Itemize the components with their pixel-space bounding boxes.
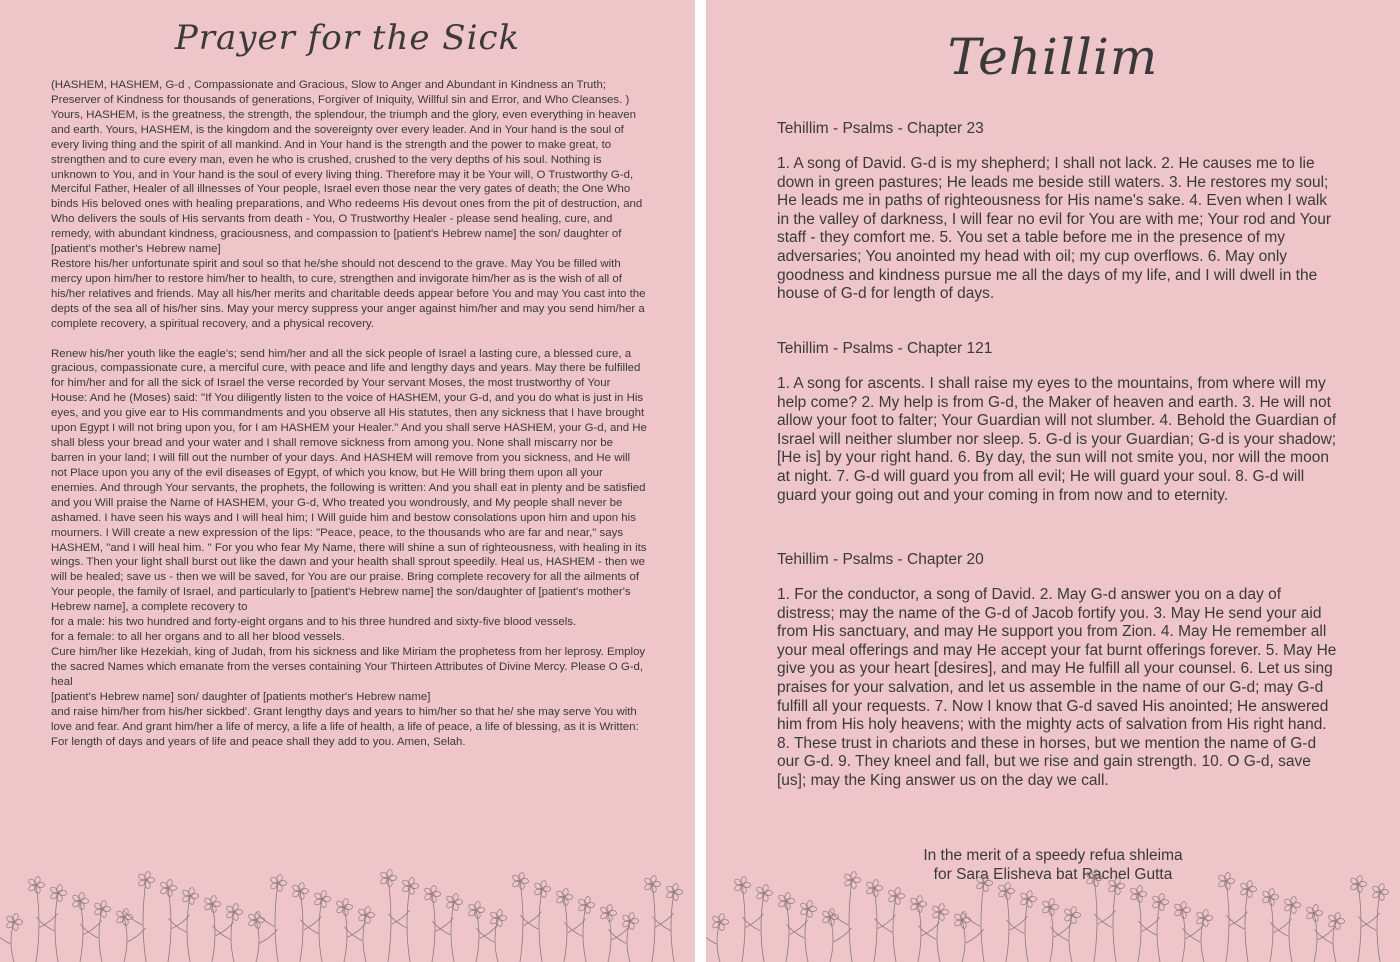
chapter-20-section: [777, 550, 1337, 791]
flower-icon: [821, 908, 851, 962]
flower-icon: [379, 869, 409, 962]
flower-icon: [1173, 901, 1203, 962]
flower-icon: [874, 887, 904, 962]
prayer-paragraph: for a female: to all her organs and to all her blood vessels.: [51, 631, 345, 644]
flower-icon: [1270, 896, 1300, 962]
flower-icon: [777, 892, 807, 962]
flower-icon: [344, 906, 374, 962]
flower-icon: [643, 875, 673, 962]
flower-icon: [1050, 906, 1080, 962]
floral-border-left: [0, 867, 695, 962]
flower-icon: [1217, 872, 1247, 962]
flower-icon: [212, 903, 242, 962]
flower-icon: [865, 879, 895, 962]
flower-icon: [124, 871, 154, 962]
flower-icon: [1085, 869, 1115, 962]
flower-icon: [0, 913, 23, 962]
chapter-text: 1. A song of David. G-d is my shepherd; I shall not lack. 2. He causes me to lie down in green pastures; He leads me beside still waters. 3. He restores my soul; He leads me in paths of righteousness for His name's sake. 4. Even when I walk in the valley of darkness, I will fear no evil for You are with me; Your rod and Your staff - they comfort me. 5. You set a table before me in the presence of my adversaries; You anointed my head with oil; my cup overflows. 6. May only goodness and kindness pursue me all the days of my life, and I will dwell in the house of G-d for length of days.: [777, 155, 1332, 303]
flower-icon: [27, 876, 57, 962]
flower-icon: [1358, 883, 1388, 962]
prayer-paragraph: Yours, HASHEM, is the greatness, the strength, the splendour, the triumph and the glory, even everything in heaven and earth. Yours, HASHEM, is the kingdom and the sovereignty over every leader. And in Your hand is the soul of every living thing and the spirit of all mankind. And in Your hand is the strength and the power to make great, to strengthen and to cure every man, even he who is crushed, crushed to the very depths of his soul. Nothing is unknown to You, and in Your hand is the soul of every living thing. Therefore may it be Your will, O Trustworthy G-d, Merciful Father, Healer of all illnesses of Your people, Israel even those near the very gates of death; the One Who binds His beloved ones with healing preparations, and Who redeems His devout ones from the pit of destruction, and Who delivers the souls of His servants from death - You, O Trustworthy Healer - please send healing, cure, and remedy, with abundant kindness, graciousness, and compassion to [patient's Hebrew name] the son/ daughter of [patient's mother's Hebrew name]: [51, 108, 643, 256]
tehillim-page: [706, 0, 1400, 962]
prayer-paragraph: [patient's Hebrew name] son/ daughter of [patients mother's Hebrew name]: [51, 690, 431, 703]
flower-icon: [1041, 898, 1071, 962]
tehillim-title: Tehillim: [947, 28, 1159, 86]
prayer-paragraph: for a male: his two hundred and forty-eight organs and to his three hundred and sixty-five blood vessels.: [51, 616, 577, 629]
flower-icon: [918, 903, 948, 962]
flower-icon: [467, 901, 497, 962]
flower-icon: [388, 877, 418, 962]
prayer-paragraph: Restore his/her unfortunate spirit and soul so that he/she should not descend to the grave. May You be filled with mercy upon him/her to restore him/her to health, to cure, strengthen and invigorate him/her as is the wish of all of his/her relatives and friends. May all his/her merits and charitable deeds appear before You and may You cast into the depts of the sea all of his/her sins. May your mercy suppress your anger against him/her and may you send him/her a complete recovery, a spiritual recovery, and a physical recovery.: [51, 258, 646, 330]
prayer-page: [0, 0, 695, 962]
flower-icon: [203, 895, 233, 962]
flower-icon: [1129, 885, 1159, 962]
chapter-heading: Tehillim - Psalms - Chapter 23: [777, 120, 984, 137]
flower-icon: [1226, 880, 1256, 962]
prayer-paragraph: Cure him/her like Hezekiah, king of Judah, from his sickness and like Miriam the prophetess from her leprosy. Employ the sacred Names which emanate from the verses containing Your Thirteen Attributes of Divine Mercy. Please O G-d, heal: [51, 646, 646, 688]
flower-icon: [1305, 904, 1335, 962]
flower-icon: [1138, 893, 1168, 962]
flower-icon: [786, 900, 816, 962]
flower-icon: [520, 880, 550, 962]
flower-icon: [599, 904, 629, 962]
flower-icon: [476, 909, 506, 962]
flower-icon: [1349, 875, 1379, 962]
flower-icon: [335, 898, 365, 962]
flower-icon: [830, 871, 860, 962]
dedication-line: In the merit of a speedy refua shleima: [923, 847, 1183, 864]
flower-icon: [1094, 877, 1124, 962]
paragraph-spacer: [51, 332, 649, 347]
flower-icon: [159, 879, 189, 962]
flower-icon: [706, 913, 729, 962]
flower-icon: [742, 884, 772, 962]
flower-icon: [168, 887, 198, 962]
flower-icon: [652, 883, 682, 962]
prayer-title: Prayer for the Sick: [174, 18, 521, 58]
chapter-121-section: [777, 339, 1337, 505]
flower-icon: [423, 885, 453, 962]
flower-icon: [997, 882, 1027, 962]
flower-icon: [432, 893, 462, 962]
floral-border-right: [706, 867, 1400, 962]
flower-icon: [1006, 890, 1036, 962]
flower-icon: [1314, 912, 1344, 962]
flower-icon: [511, 872, 541, 962]
dedication-line: for Sara Elisheva bat Rachel Gutta: [933, 866, 1173, 883]
chapter-text: 1. For the conductor, a song of David. 2. May G-d answer you on a day of distress; may the name of the G-d of Jacob fortify you. 3. May He send your aid from His sanctuary, and may He support you from Zion. 4. May He remember all your meal offerings and may He accept your fat burnt offerings forever. 5. May He give you as your heart [desires], and may He fulfill all your counsel. 6. Let us sing praises for your salvation, and let us assemble in the name of our G-d; may G-d fulfill all your requests. 7. Now I know that G-d saved His anointed; He answered him from His holy heavens; with the mighty acts of salvation from His right hand. 8. These trust in chariots and these in horses, but we mention the name of G-d our G-d. 9. They kneel and fall, but we rise and gain strength. 10. O G-d, save [us]; may the King answer us on the day we call.: [777, 586, 1337, 789]
flower-icon: [608, 912, 638, 962]
flower-icon: [80, 900, 110, 962]
prayer-paragraph: (HASHEM, HASHEM, G-d , Compassionate and Gracious, Slow to Anger and Abundant in Kindness an Truth; Preserver of Kindness for thousands of generations, Forgiver of Iniquity, Willful sin and Error, and Who Cleanses. ): [51, 79, 630, 106]
flower-icon: [36, 884, 66, 962]
prayer-paragraph: and raise him/her from his/her sickbed'. Grant lengthy days and years to him/her so that he/ she may serve You with love and fear. And grant him/her a life of mercy, a life a life of health, a life of peace, a life of blessing, as it is Written: For length of days and years of life and peace shall they add to you. Amen, Selah.: [51, 705, 639, 748]
flower-icon: [909, 895, 939, 962]
flower-icon: [256, 874, 286, 962]
chapter-23-section: [777, 119, 1337, 304]
flower-icon: [962, 874, 992, 962]
flower-icon: [300, 890, 330, 962]
chapter-text: 1. A song for ascents. I shall raise my eyes to the mountains, from where will my help come? 2. My help is from G-d, the Maker of heaven and earth. 3. He will not allow your foot to falter; Your Guardian will not slumber. 4. Behold the Guardian of Israel will neither slumber nor sleep. 5. G-d is your Guardian; G-d is your shadow; [He is] by your right hand. 6. By day, the sun will not smite you, nor will the moon at night. 7. G-d will guard you from all evil; He will guard your soul. 8. G-d will guard your going out and your coming in from now and to eternity.: [777, 375, 1337, 504]
chapter-heading: Tehillim - Psalms - Chapter 20: [777, 551, 984, 568]
flower-icon: [564, 896, 594, 962]
flower-icon: [733, 876, 763, 962]
prayer-paragraph: Renew his/her youth like the eagle's; send him/her and all the sick people of Israel a lasting cure, a blessed cure, a gracious, compassionate cure, a merciful cure, with peace and life and lengthy days and years. May there be fulfilled for him/her and for all the sick of Israel the verse recorded by Your servant Moses, the most trustworthy of Your House: And he (Moses) said: "If You diligently listen to the voice of HASHEM, your G-d, and you do what is just in His eyes, and you give ear to His commandments and you observe all His statutes, then any sickness that I have brought upon Egypt I will not bring upon you, for I am HASHEM your Healer." And you shall serve HASHEM, your G-d, and He shall bless your bread and your water and I shall remove sickness from among you. None shall miscarry nor be barren in your land; I will fill out the number of your days. And HASHEM will remove from you sickness, and He will not Place upon you any of the evil diseases of Egypt, of which you know, but He Will bring them upon all your enemies. And through Your servants, the prophets, the following is written: And you shall eat in plenty and be satisfied and you Will praise the Name of HASHEM, your G-d, Who treated you wondrously, and My people shall never be ashamed. I have seen his ways and I will heal him; I Will guide him and bestow consolations upon him and upon his mourners. I Will create a new expression of the lips: "Peace, peace, to the thousands who are far and near," says HASHEM, "and I will heal him. " For you who fear My Name, there will shine a sun of righteousness, with healing in its wings. Then your light shall burst out like the dawn and your health shall sprout speedily. Heal us, HASHEM - then we will be healed; save us - then we will be saved, for You are our praise. Bring complete recovery for all the ailments of Your people, the family of Israel, and particularly to [patient's Hebrew name] the son/daughter of [patient's mother's Hebrew name], a complete recovery to: [51, 347, 647, 614]
flower-icon: [1182, 909, 1212, 962]
flower-icon: [291, 882, 321, 962]
chapter-heading: Tehillim - Psalms - Chapter 121: [777, 340, 993, 357]
flower-icon: [115, 908, 145, 962]
prayer-body: [51, 78, 649, 749]
flower-icon: [71, 892, 101, 962]
